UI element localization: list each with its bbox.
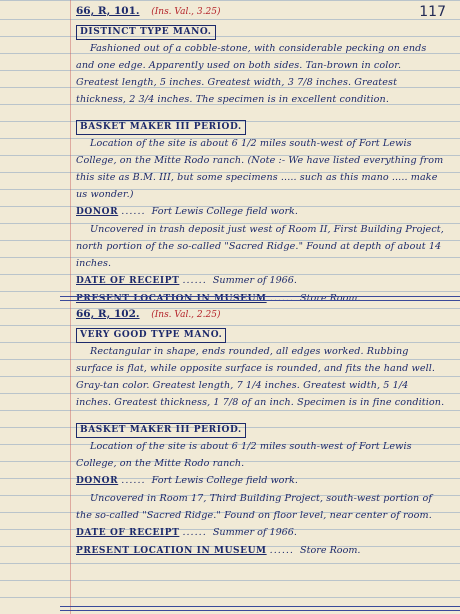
provenance-note: Uncovered in trash deposit just west of Room II, First Building Project, north portion of the so-called "Sacred Ridge." Found at depth of about 14 inches. xyxy=(76,224,444,269)
provenance-note: Uncovered in Room 17, Third Building Project, south-west portion of the so-called "Sacred Ridge." Found on floor level, near center of room. xyxy=(76,493,432,521)
museum-location-row: PRESENT LOCATION IN MUSEUM ...... Store Room. xyxy=(76,545,361,556)
artifact-type-heading: DISTINCT TYPE MANO. xyxy=(76,25,216,40)
artifact-description: Rectangular in shape, ends rounded, all edges worked. Rubbing surface is flat, while opposite surface is rounded, and fits the hand well. Gray-tan color. Greatest length, 7 1/4 inches. Greatest width, 5 1/4 inches. Greatest thickness, 1 7/8 of an inch. Specimen is in fine condition. xyxy=(76,346,445,408)
insurance-value: (Ins. Val., 3.25) xyxy=(151,7,221,17)
date-label: DATE OF RECEIPT xyxy=(76,276,180,286)
donor-value: Fort Lewis College field work. xyxy=(151,475,298,486)
artifact-description: Fashioned out of a cobble-stone, with considerable pecking on ends and one edge. Apparently used on both sides. Tan-brown in color. Greatest length, 5 inches. Greatest width, 3 7/8 inches. Greatest thickness, 2 3/4 inches. The specimen is in excellent condition. xyxy=(76,43,427,105)
donor-label: DONOR xyxy=(76,476,119,486)
date-value: Summer of 1966. xyxy=(212,527,297,538)
museum-location-label: PRESENT LOCATION IN MUSEUM xyxy=(76,294,267,304)
catalog-number: 66, R, 101. xyxy=(76,5,140,17)
entry-header xyxy=(76,306,446,322)
period-heading: BASKET MAKER III PERIOD. xyxy=(76,120,246,135)
site-location: Location of the site is about 6 1/2 miles south-west of Fort Lewis College, on the Mitte Rodo ranch. xyxy=(76,441,412,469)
site-location: Location of the site is about 6 1/2 miles south-west of Fort Lewis College, on the Mitte Rodo ranch. (Note :- We have listed everything from this site as B.M. III, but some specimens ..... such as this mano ..... make us wonder.) xyxy=(76,138,444,200)
museum-location-value: Store Room. xyxy=(300,545,361,556)
date-row: DATE OF RECEIPT ...... Summer of 1966. xyxy=(76,527,297,538)
date-value: Summer of 1966. xyxy=(212,275,297,286)
catalog-number: 66, R, 102. xyxy=(76,308,140,320)
museum-location-row: PRESENT LOCATION IN MUSEUM ...... Store Room. xyxy=(76,293,361,304)
insurance-value: (Ins. Val., 2.25) xyxy=(151,310,221,320)
artifact-type-heading: VERY GOOD TYPE MANO. xyxy=(76,328,226,343)
period-heading: BASKET MAKER III PERIOD. xyxy=(76,423,246,438)
museum-location-label: PRESENT LOCATION IN MUSEUM xyxy=(76,546,267,556)
donor-row: DONOR ...... Fort Lewis College field work. xyxy=(76,206,298,217)
date-label: DATE OF RECEIPT xyxy=(76,528,180,538)
page-number: 117 xyxy=(419,4,446,20)
margin-line xyxy=(70,0,71,614)
donor-value: Fort Lewis College field work. xyxy=(151,206,298,217)
catalog-entry xyxy=(76,3,446,308)
entry-divider xyxy=(60,606,460,611)
donor-row: DONOR ...... Fort Lewis College field work. xyxy=(76,475,298,486)
entry-header xyxy=(76,3,446,19)
donor-label: DONOR xyxy=(76,207,119,217)
museum-location-value: Store Room. xyxy=(300,293,361,304)
entry-divider xyxy=(60,296,460,301)
date-row: DATE OF RECEIPT ...... Summer of 1966. xyxy=(76,275,297,286)
catalog-entry xyxy=(76,306,446,560)
